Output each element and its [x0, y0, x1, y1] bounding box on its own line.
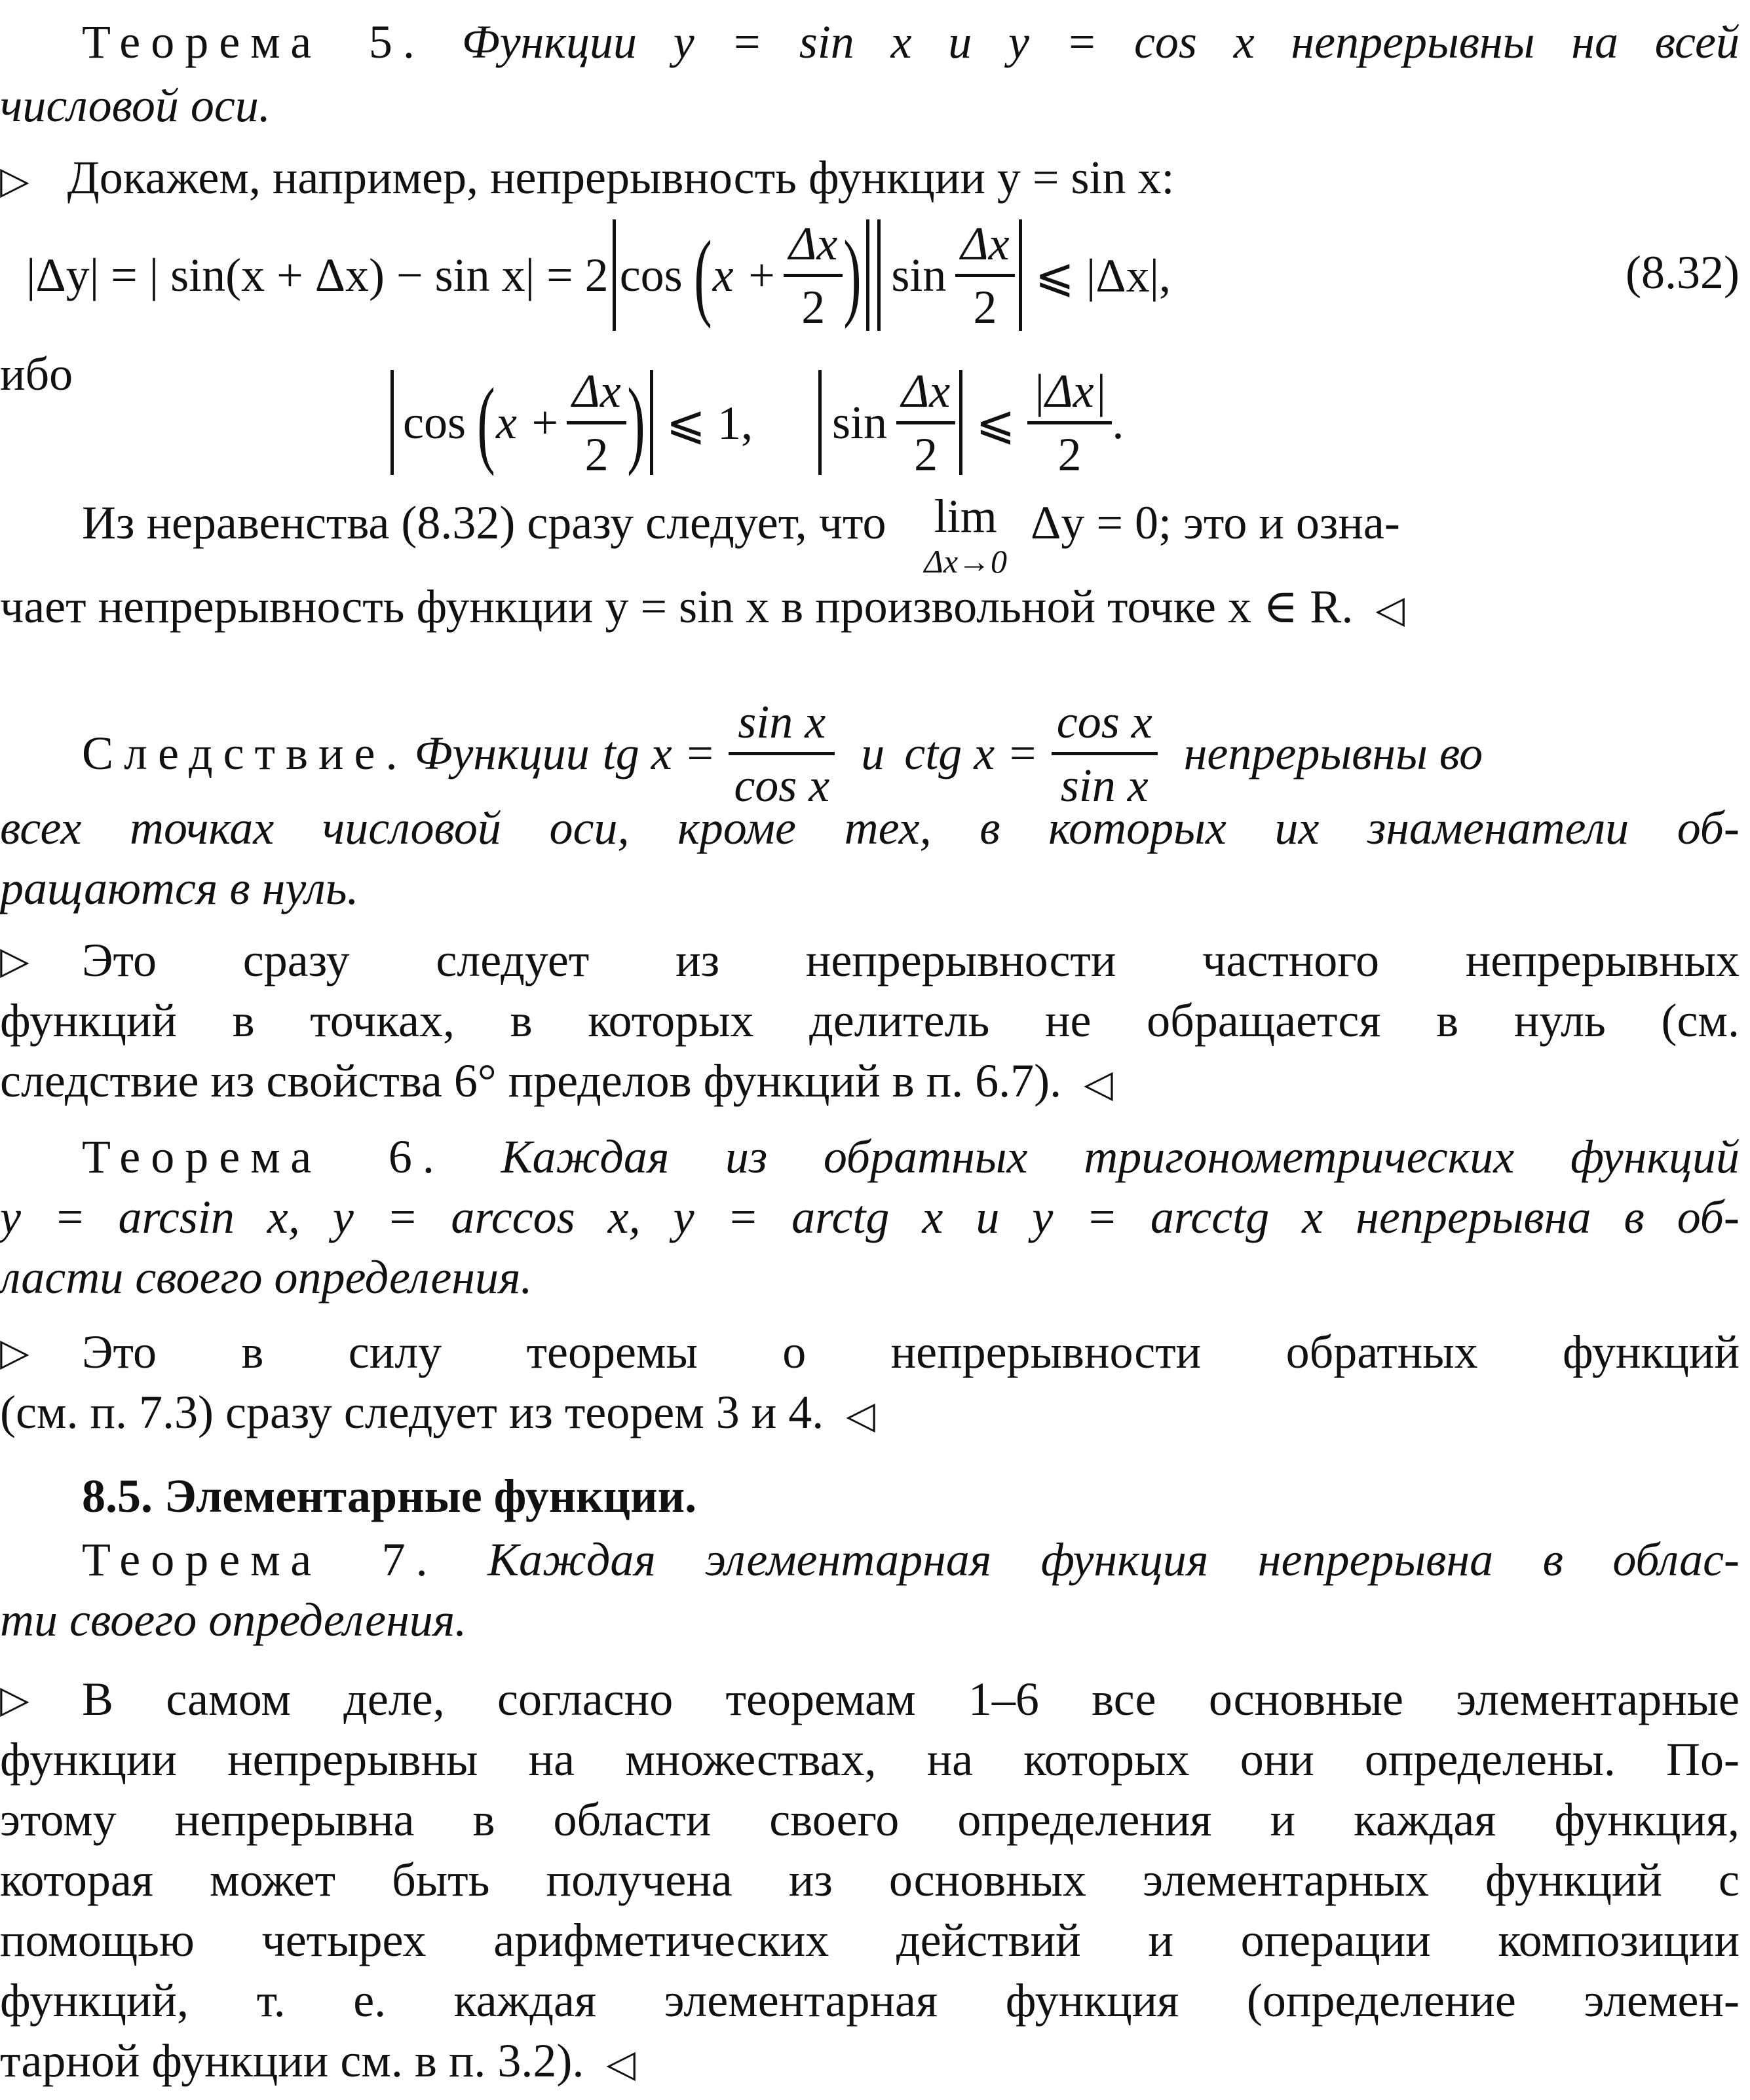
theorem-7-line-1: [82, 1529, 1740, 1590]
ineq-le: ⩽: [976, 396, 1016, 449]
right-paren: ): [843, 221, 862, 329]
abs-bar: [959, 370, 962, 475]
proof-end-marker: ◁: [846, 1393, 875, 1437]
proof-cor-text-1: Это сразу следует из непрерывности частного непрерывных: [82, 934, 1740, 986]
right-paren: ): [626, 368, 645, 477]
fraction-numerator: Δx: [955, 220, 1014, 277]
theorem-6-line-3: ласти своего определения.: [0, 1251, 533, 1303]
fraction-denominator: sin x: [1060, 759, 1149, 812]
fraction-denominator: 2: [914, 428, 938, 481]
proof-cor-line-3: [0, 1051, 1740, 1114]
corollary-line-1: [82, 695, 1740, 812]
fraction-numerator: sin x: [729, 698, 835, 755]
corollary-text-b: непрерывны во: [1183, 727, 1483, 779]
fraction-sin-over-cos: [729, 695, 835, 812]
proof-start-marker: ▷: [0, 1677, 29, 1721]
abs-bar: [650, 370, 653, 475]
equation-8-32-tail: ⩽ |Δx|,: [1035, 249, 1171, 302]
lim-subscript: Δx→0: [924, 543, 1008, 580]
equation-cos: cos: [619, 248, 683, 301]
proof-5-intro-text: Докажем, например, непрерывность функции y = sin x:: [67, 151, 1175, 204]
fraction-numerator: cos x: [1052, 698, 1158, 755]
conclusion-line-1: [82, 490, 1740, 580]
fraction-absdx-over-2: [1027, 364, 1113, 481]
corollary-and: и: [861, 727, 885, 779]
proof-5-intro: [0, 147, 1740, 210]
ineq-sin: sin: [831, 396, 888, 449]
conclusion-text-b: Δy = 0; это и озна-: [1031, 497, 1400, 549]
proof-cor-text-3: следствие из свойства 6° пределов функций в п. 6.7).: [0, 1055, 1062, 1107]
abs-bar: [390, 370, 394, 475]
corollary-ctg: ctg x =: [904, 727, 1038, 779]
proof-start-marker: ▷: [0, 938, 29, 983]
theorem-6-line-2: y = arcsin x, y = arccos x, y = arctg x и y = arcctg x непрерывна в об-: [0, 1191, 1740, 1243]
proof-7-line-1: [0, 1669, 1740, 1729]
conclusion-line-2: [0, 576, 1740, 639]
corollary-tg: tg x =: [602, 727, 716, 779]
fraction-dx-over-2: [955, 217, 1014, 333]
left-paren: (: [693, 221, 712, 329]
proof-end-marker: ◁: [1084, 1061, 1113, 1106]
corollary-text-a: Функции: [414, 727, 590, 779]
abs-bar: [818, 370, 822, 475]
proof-7-text-1: В самом деле, согласно теоремам 1–6 все основные элементарные: [82, 1673, 1740, 1725]
equation-8-32: [0, 216, 1740, 334]
proof-7-text-7: тарной функции см. в п. 3.2).: [0, 2034, 584, 2087]
abs-bar: [877, 219, 881, 331]
proof-start-marker: ▷: [0, 1330, 29, 1374]
theorem-5-line-1: [82, 12, 1740, 72]
fraction-dx-over-2: [784, 217, 843, 333]
proof-7-line-2: функции непрерывны на множествах, на которых они определены. По-: [0, 1733, 1740, 1786]
proof-6-line-2: [0, 1382, 1740, 1445]
abs-bar: [613, 219, 616, 331]
proof-cor-line-1: [0, 930, 1740, 990]
abs-bar: [866, 219, 869, 331]
proof-7-line-5: помощью четырех арифметических действий и операции композиции: [0, 1914, 1740, 1966]
fraction-denominator: 2: [1057, 428, 1082, 481]
theorem-7-label: Теорема 7.: [82, 1533, 438, 1586]
corollary-label: Следствие.: [82, 727, 408, 779]
conclusion-text-a: Из неравенства (8.32) сразу следует, что: [82, 497, 886, 549]
fraction-numerator: Δx: [896, 367, 955, 424]
ineq-x-plus: x +: [495, 396, 561, 449]
conclusion-text-2: чает непрерывность функции y = sin x в произвольной точке x ∈ R.: [0, 580, 1354, 633]
theorem-6-statement: Каждая из обратных тригонометрических функций: [501, 1131, 1740, 1183]
proof-start-marker: ▷: [0, 158, 29, 202]
proof-7-line-6: функций, т. е. каждая элементарная функция (определение элемен-: [0, 1974, 1740, 2027]
fraction-dx-over-2: [896, 364, 955, 481]
equation-8-32-lhs: |Δy| = | sin(x + Δx) − sin x| = 2: [26, 248, 609, 301]
abs-bar: [1019, 219, 1022, 331]
theorem-5-label: Теорема 5.: [82, 16, 425, 68]
equation-number: (8.32): [1626, 246, 1740, 299]
proof-cor-line-2: функций в точках, в которых делитель не обращается в нуль (см.: [0, 994, 1740, 1047]
theorem-7-statement: Каждая элементарная функция непрерывна в облас-: [487, 1533, 1740, 1586]
proof-7-line-4: которая может быть получена из основных элементарных функций с: [0, 1854, 1740, 1906]
ineq-le-one: ⩽ 1,: [666, 396, 753, 449]
ibo-word: ибо: [0, 348, 73, 400]
equation-x-plus: x +: [712, 248, 778, 301]
theorem-5-line-2: числовой оси.: [0, 79, 271, 132]
proof-6-line-1: [0, 1322, 1740, 1382]
corollary-line-2: всех точках числовой оси, кроме тех, в которых их знаменатели об-: [0, 802, 1740, 854]
theorem-6-label: Теорема 6.: [82, 1131, 445, 1183]
left-paren: (: [477, 368, 495, 477]
theorem-5-statement: Функции y = sin x и y = cos x непрерывны на всей: [461, 16, 1740, 68]
fraction-numerator: Δx: [567, 367, 626, 424]
proof-6-text-2: (см. п. 7.3) сразу следует из теорем 3 и 4.: [0, 1386, 824, 1438]
proof-end-marker: ◁: [606, 2041, 636, 2086]
equation-sin: sin: [891, 248, 947, 301]
fraction-numerator: Δx: [784, 220, 843, 277]
lim-word: lim: [934, 490, 997, 542]
corollary-line-3: ращаются в нуль.: [0, 862, 359, 914]
proof-7-line-3: этому непрерывна в области своего определения и каждая функция,: [0, 1793, 1740, 1846]
limit-operator: [924, 490, 1008, 580]
fraction-numerator: |Δx|: [1027, 367, 1113, 424]
theorem-7-line-2: ти своего определения.: [0, 1594, 467, 1646]
proof-end-marker: ◁: [1375, 587, 1405, 631]
fraction-denominator: 2: [801, 280, 826, 333]
fraction-denominator: 2: [973, 280, 997, 333]
ineq-period: .: [1112, 396, 1124, 449]
supporting-inequalities: [0, 364, 1740, 481]
proof-6-text-1: Это в силу теоремы о непрерывности обратных функций: [82, 1326, 1740, 1378]
fraction-denominator: cos x: [734, 759, 830, 812]
fraction-cos-over-sin: [1052, 695, 1158, 812]
theorem-6-line-1: [82, 1127, 1740, 1187]
ineq-cos: cos: [403, 396, 466, 449]
section-heading: 8.5. Элементарные функции.: [82, 1470, 697, 1522]
proof-7-line-7: [0, 2031, 1740, 2093]
fraction-denominator: 2: [584, 428, 609, 481]
fraction-dx-over-2: [567, 364, 626, 481]
